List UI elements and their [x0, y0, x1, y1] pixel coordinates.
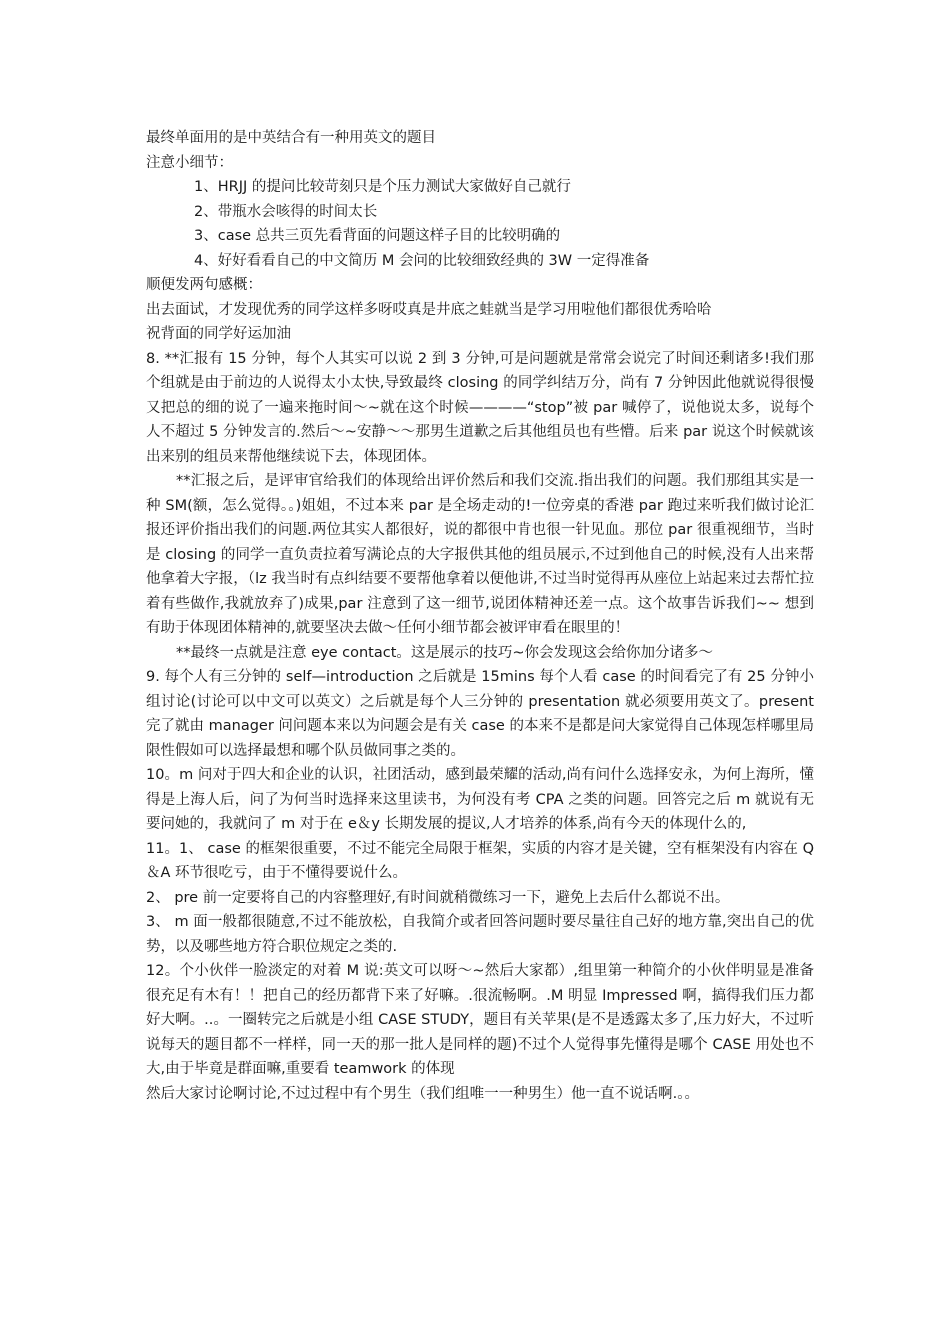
- paragraph-11-2: 2、 pre 前一定要将自己的内容整理好,有时间就稍微练习一下，避免上去后什么都说不出。: [146, 889, 730, 906]
- feelings-heading: 顺便发两句感概：: [146, 277, 262, 293]
- tip-item: 2、带瓶水会咳得的时间太长: [194, 203, 378, 220]
- document-body: [146, 126, 814, 1106]
- paragraph-11-1: 11。1、 case 的框架很重要，不过不能完全局限于框架，实质的内容才是关键，空有框架没有内容在 Q＆A 环节很吃亏，由于不懂得要说什么。: [146, 840, 814, 881]
- tips-heading: 注意小细节：: [146, 154, 233, 171]
- paragraph-8: 8. **汇报有 15 分钟，每个人其实可以说 2 到 3 分钟,可是问题就是常常会说完了时间还剩诸多!我们那个组就是由于前边的人说得太小太快,导致最终 closing 的同学纠结万分，尚有 7 分钟因此他就说得很慢又把总的细的说了一遍来拖时间～~就在这个时候————“stop”被 par 喊停了，说他说太多，说每个人不超过 5 分钟发言的.然后～~安静～～那男生道歉之后其他组员也有些懵。后来 par 说这个时候就该出来别的组员来帮他继续说下去，体现团体。: [146, 350, 814, 465]
- paragraph-12: 12。个小伙伴一脸淡定的对着 M 说:英文可以呀～~然后大家都）,组里第一种简介的小伙伴明显是准备很充足有木有！！把自己的经历都背下来了好嘛。.很流畅啊。.M 明显 Impressed 啊，搞得我们压力都好大啊。..。一圈转完之后就是小组 CASE STUDY，题目有关苹果(是不是透露太多了,压力好大，不过听说每天的题目都不一样样，同一天的那一批人是同样的题)不过个人觉得事先懂得是哪个 CASE 用处也不大,由于毕竟是群面嘛,重要看 teamwork 的体现: [146, 963, 814, 1077]
- paragraph-12-end: 然后大家讨论啊讨论,不过过程中有个男生（我们组唯一一种男生）他一直不说话啊.。。: [146, 1085, 699, 1102]
- paragraph-8-eye-contact: **最终一点就是注意 eye contact。这是展示的技巧~你会发现这会给你加分诸多～: [176, 644, 714, 661]
- tip-item: 4、好好看看自己的中文简历 M 会问的比较细致经典的 3W 一定得准备: [194, 252, 650, 269]
- tip-item: 1、HRJJ 的提问比较苛刻只是个压力测试大家做好自己就行: [194, 179, 571, 195]
- paragraph-9: 9. 每个人有三分钟的 self—introduction 之后就是 15mins 每个人看 case 的时间看完了有 25 分钟小组讨论(讨论可以中文可以英文）之后就是每个人三分钟的 presentation 就必须要用英文了。present 完了就由 manager 问问题本来以为问题会是有关 case 的本来不是都是问大家觉得自己体现怎样哪里局限性假如可以选择最想和哪个队员做同事之类的。: [146, 669, 814, 759]
- feelings-line: 出去面试，才发现优秀的同学这样多呀哎真是井底之蛙就当是学习用啦他们都很优秀哈哈: [146, 301, 712, 318]
- feelings-line: 祝背面的同学好运加油: [146, 326, 291, 342]
- paragraph-11-3: 3、 m 面一般都很随意,不过不能放松，自我简介或者回答问题时要尽量往自己好的地方靠,突出自己的优势，以及哪些地方符合职位规定之类的.: [146, 914, 814, 955]
- intro-line: 最终单面用的是中英结合有一种用英文的题目: [146, 130, 436, 146]
- paragraph-8-feedback: **汇报之后，是评审官给我们的体现给出评价然后和我们交流.指出我们的问题。我们那组其实是一种 SM(额，怎么觉得。。)姐姐，不过本来 par 是全场走动的!一位旁桌的香港 par 跑过来听我们做讨论汇报还评价指出我们的问题.两位其实人都很好，说的都很中肯也很一针见血。那位 par 很重视细节，当时是 closing 的同学一直负责拉着写满论点的大字报供其他的组员展示,不过到他自己的时候,没有人出来帮他拿着大字报，（lz 我当时有点纠结要不要帮他拿着以便他讲,不过当时觉得再从座位上站起来过去帮忙拉着有些做作,我就放弃了)成果,par 注意到了这一细节,说团体精神还差一点。这个故事告诉我们~~ 想到有助于体现团体精神的,就要坚决去做～任何小细节都会被评审看在眼里的！: [146, 473, 814, 636]
- paragraph-10: 10。m 问对于四大和企业的认识，社团活动，感到最荣耀的活动,尚有问什么选择安永，为何上海所，懂得是上海人后，问了为何当时选择来这里读书，为何没有考 CPA 之类的问题。回答完之后 m 就说有无要问她的，我就问了 m 对于在 e＆y 长期发展的提议,人才培养的体系,尚有今天的体现什么的,: [146, 767, 814, 832]
- tip-item: 3、case 总共三页先看背面的问题这样子目的比较明确的: [194, 228, 561, 244]
